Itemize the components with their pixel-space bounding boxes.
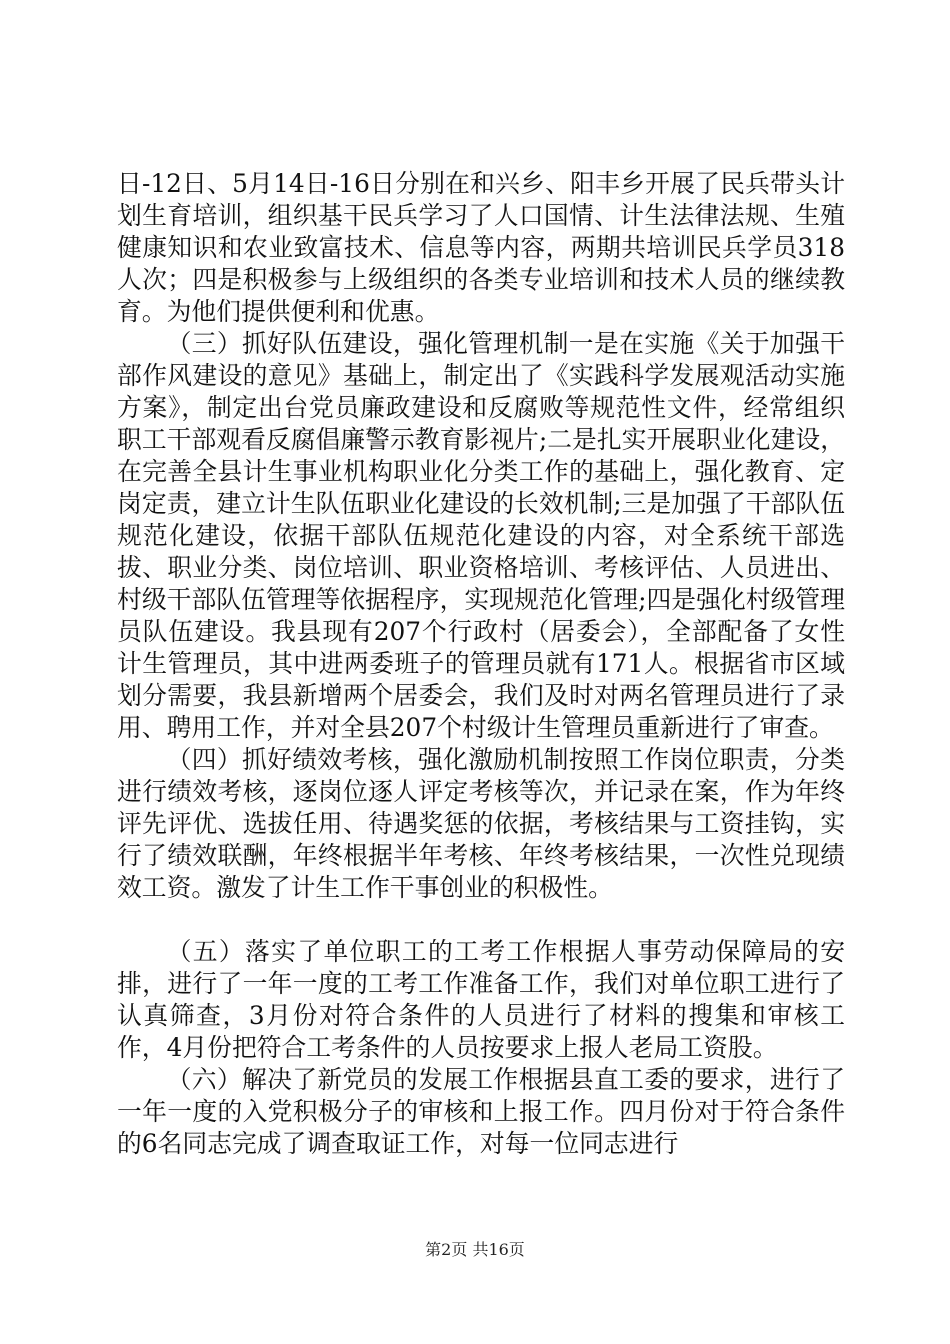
document-body [117, 168, 845, 1160]
paragraph-training-continued: 日-12日、5月14日-16日分别在和兴乡、阳丰乡开展了民兵带头计划生育培训，组织基干民兵学习了人口国情、计生法律法规、生殖健康知识和农业致富技术、信息等内容，两期共培训民兵学员318人次；四是积极参与上级组织的各类专业培训和技术人员的继续教育。为他们提供便利和优惠。 [117, 169, 845, 326]
paragraph-performance-assessment: （四）抓好绩效考核，强化激励机制按照工作岗位职责，分类进行绩效考核，逐岗位逐人评定考核等次，并记录在案，作为年终评先评优、选拔任用、待遇奖惩的依据，考核结果与工资挂钩，实行了绩效联酬，年终根据半年考核、年终考核结果，一次性兑现绩效工资。激发了计生工作干事创业的积极性。 [117, 745, 845, 902]
paragraph-party-member-development: （六）解决了新党员的发展工作根据县直工委的要求，进行了一年一度的入党积极分子的审核和上报工作。四月份对于符合条件的6名同志完成了调查取证工作，对每一位同志进行 [117, 1065, 845, 1158]
paragraph-team-building: （三）抓好队伍建设，强化管理机制一是在实施《关于加强干部作风建设的意见》基础上，制定出了《实践科学发展观活动实施方案》，制定出台党员廉政建设和反腐败等规范性文件，经常组织职工干部观看反腐倡廉警示教育影视片;二是扎实开展职业化建设，在完善全县计生事业机构职业化分类工作的基础上，强化教育、定岗定责，建立计生队伍职业化建设的长效机制;三是加强了干部队伍规范化建设，依据干部队伍规范化建设的内容，对全系统干部选拔、职业分类、岗位培训、职业资格培训、考核评估、人员进出、村级干部队伍管理等依据程序，实现规范化管理;四是强化村级管理员队伍建设。我县现有207个行政村（居委会），全部配备了女性计生管理员，其中进两委班子的管理员就有171人。根据省市区域划分需要，我县新增两个居委会，我们及时对两名管理员进行了录用、聘用工作，并对全县207个村级计生管理员重新进行了审查。 [117, 329, 845, 742]
page-footer: 第2页 共16页 [425, 1240, 525, 1259]
paragraph-worker-exam: （五）落实了单位职工的工考工作根据人事劳动保障局的安排，进行了一年一度的工考工作准备工作，我们对单位职工进行了认真筛查，3月份对符合条件的人员进行了材料的搜集和审核工作，4月份把符合工考条件的人员按要求上报人老局工资股。 [117, 937, 845, 1062]
paragraph-spacer [117, 904, 845, 936]
